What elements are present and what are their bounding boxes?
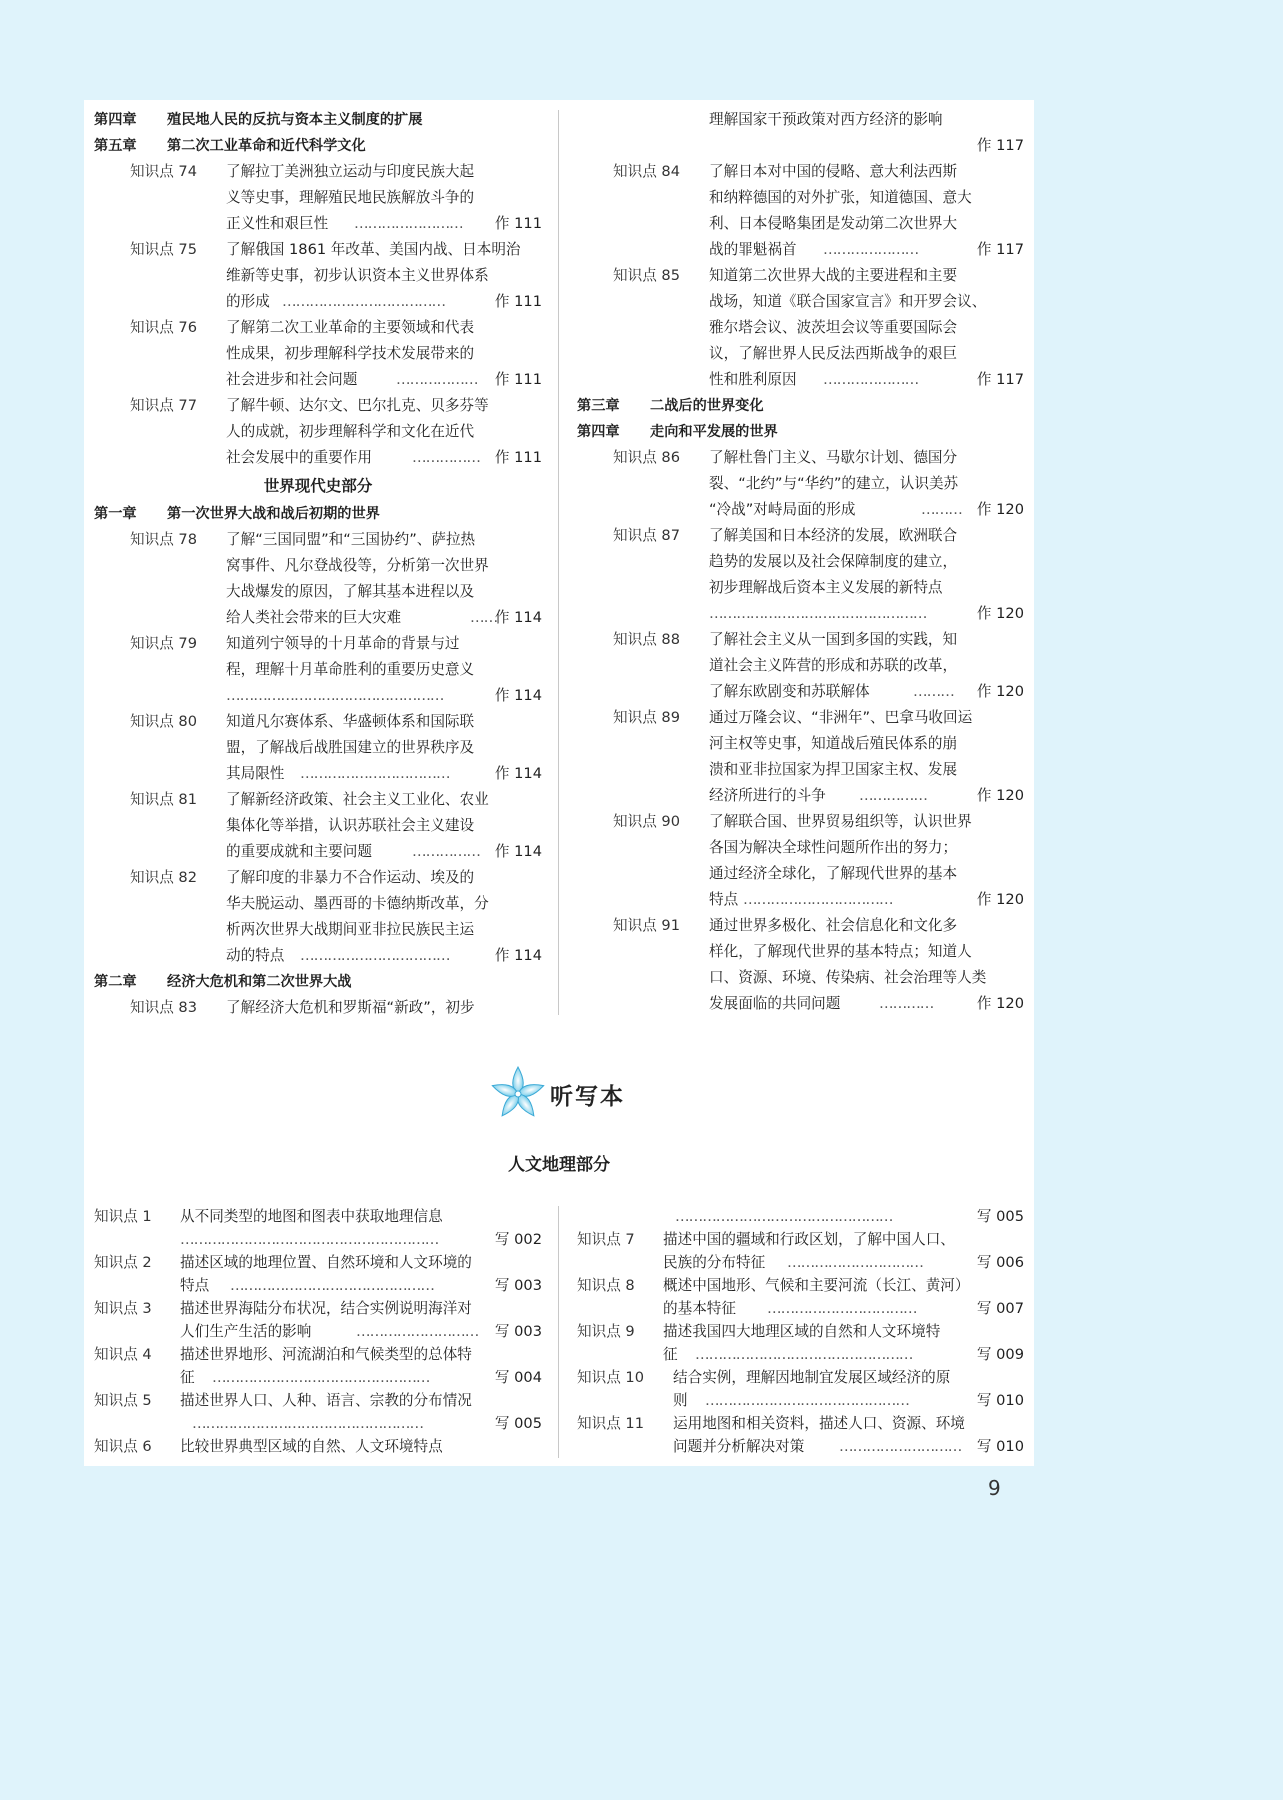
leader-dots: ………………………………………… [226, 687, 444, 704]
page-ref[interactable]: 作 114 [494, 843, 542, 860]
page-number: 9 [988, 1476, 1001, 1500]
page-ref[interactable]: 作 114 [494, 687, 542, 704]
knowledge-point-label: 知识点 91 [613, 917, 680, 934]
leader-dots: ……………………… [356, 1323, 479, 1340]
page-ref[interactable]: 作 117 [976, 241, 1024, 258]
entry-line: 运用地图和相关资料，描述人口、资源、环境 [673, 1415, 965, 1432]
entry-line: 经济所进行的斗争 [709, 787, 826, 804]
entry-line: 的基本特征 [663, 1300, 736, 1317]
page-ref[interactable]: 作 114 [494, 609, 542, 626]
page-ref[interactable]: 写 003 [494, 1323, 542, 1340]
knowledge-point-label: 知识点 83 [130, 999, 197, 1016]
leader-dots: …………………… [354, 215, 463, 232]
entry-line: 其局限性 [226, 765, 285, 782]
entry-line: 初步理解战后资本主义发展的新特点 [709, 579, 943, 596]
entry-line: 了解社会主义从一国到多国的实践，知 [709, 631, 958, 648]
entry-line: 各国为解决全球性问题所作出的努力； [709, 839, 958, 856]
knowledge-point-label: 知识点 6 [94, 1438, 152, 1455]
knowledge-point-label: 知识点 75 [130, 241, 197, 258]
dictation-left-column [94, 1205, 542, 1465]
entry-line: 了解美国和日本经济的发展，欧洲联合 [709, 527, 958, 544]
page-ref[interactable]: 写 002 [494, 1231, 542, 1248]
page-ref[interactable]: 写 009 [976, 1346, 1024, 1363]
entry-line: 趋势的发展以及社会保障制度的建立， [709, 553, 958, 570]
entry-line: 通过世界多极化、社会信息化和文化多 [709, 917, 958, 934]
chapter-heading: 第二章 经济大危机和第二次世界大战 [94, 974, 352, 990]
entry-line: 社会进步和社会问题 [226, 371, 358, 388]
chapter-heading: 第五章 第二次工业革命和近代科学文化 [94, 138, 366, 154]
toc-left-column [94, 107, 542, 1027]
knowledge-point-label: 知识点 77 [130, 397, 197, 414]
knowledge-point-label: 知识点 86 [613, 449, 680, 466]
entry-line: 征 [180, 1369, 195, 1386]
knowledge-point-label: 知识点 7 [577, 1231, 635, 1248]
page-ref[interactable]: 写 004 [494, 1369, 542, 1386]
chapter-heading: 第四章 走向和平发展的世界 [577, 424, 778, 440]
leader-dots: …… [470, 609, 498, 626]
entry-line: 描述区域的地理位置、自然环境和人文环境的 [180, 1254, 472, 1271]
page-ref[interactable]: 作 111 [494, 215, 542, 232]
leader-dots: …………………………… [767, 1300, 917, 1317]
page-ref[interactable]: 作 120 [976, 683, 1024, 700]
page-ref[interactable]: 写 006 [976, 1254, 1024, 1271]
knowledge-point-label: 知识点 2 [94, 1254, 152, 1271]
entry-line: 集体化等举措，认识苏联社会主义建设 [226, 817, 475, 834]
page-ref[interactable]: 作 111 [494, 371, 542, 388]
leader-dots: …………………………… [300, 765, 450, 782]
entry-line: 了解印度的非暴力不合作运动、埃及的 [226, 869, 475, 886]
leader-dots: …………………………………………… [192, 1415, 424, 1432]
leader-dots: …………………………… [743, 891, 893, 908]
entry-line: 了解日本对中国的侵略、意大利法西斯 [709, 163, 958, 180]
entry-line: 义等史事，理解殖民地民族解放斗争的 [226, 189, 475, 206]
entry-line: 问题并分析解决对策 [673, 1438, 805, 1455]
page-ref[interactable]: 作 114 [494, 765, 542, 782]
entry-line: 的形成 [226, 293, 270, 310]
knowledge-point-label: 知识点 4 [94, 1346, 152, 1363]
knowledge-point-label: 知识点 85 [613, 267, 680, 284]
knowledge-point-label: 知识点 81 [130, 791, 197, 808]
toc-right-column [577, 107, 1024, 1027]
entry-line: 性成果，初步理解科学技术发展带来的 [226, 345, 475, 362]
entry-line: 通过经济全球化，了解现代世界的基本 [709, 865, 958, 882]
leader-dots: ……………………………………… [230, 1277, 434, 1294]
entry-line: 正义性和艰巨性 [226, 215, 329, 232]
dictation-title: 听写本 [550, 1084, 625, 1110]
entry-line: 民族的分布特征 [663, 1254, 766, 1271]
dictation-right-column [577, 1205, 1024, 1465]
entry-line: 知道第二次世界大战的主要进程和主要 [709, 267, 958, 284]
page-ref[interactable]: 写 005 [494, 1415, 542, 1432]
entry-line: 裂、“北约”与“华约”的建立，认识美苏 [709, 475, 959, 492]
page-ref[interactable]: 写 003 [494, 1277, 542, 1294]
entry-line: 战的罪魁祸首 [709, 241, 797, 258]
knowledge-point-label: 知识点 79 [130, 635, 197, 652]
page-ref[interactable]: 作 120 [976, 605, 1024, 622]
knowledge-point-label: 知识点 88 [613, 631, 680, 648]
page-ref[interactable]: 作 111 [494, 293, 542, 310]
entry-line: 描述世界人口、人种、语言、宗教的分布情况 [180, 1392, 472, 1409]
leader-dots: …………… [412, 449, 480, 466]
entry-line: 特点 [709, 891, 739, 908]
leader-dots: ………………………………………… [695, 1346, 913, 1363]
entry-line: 性和胜利原因 [709, 371, 797, 388]
flower-icon [488, 1064, 548, 1124]
entry-line: 和纳粹德国的对外扩张，知道德国、意大 [709, 189, 972, 206]
knowledge-point-label: 知识点 90 [613, 813, 680, 830]
entry-line: 战场，知道《联合国家宣言》和开罗会议、 [709, 293, 987, 310]
entry-line: 通过万隆会议、“非洲年”、巴拿马收回运 [709, 709, 973, 726]
leader-dots: …………… [859, 787, 927, 804]
page-ref[interactable]: 作 120 [976, 891, 1024, 908]
entry-line: 议，了解世界人民反法西斯战争的艰巨 [709, 345, 958, 362]
leader-dots: ……… [913, 683, 954, 700]
entry-line: 了解杜鲁门主义、马歇尔计划、德国分 [709, 449, 958, 466]
knowledge-point-label: 知识点 74 [130, 163, 197, 180]
leader-dots: ………… [879, 995, 934, 1012]
entry-line: 维新等史事，初步认识资本主义世界体系 [226, 267, 489, 284]
leader-dots: ……… [921, 501, 962, 518]
entry-line: 理解国家干预政策对西方经济的影响 [709, 111, 943, 128]
leader-dots: ……………………… [839, 1438, 962, 1455]
leader-dots: ………………………………………………… [180, 1231, 439, 1248]
entry-line: 征 [663, 1346, 678, 1363]
entry-line: 利、日本侵略集团是发动第二次世界大 [709, 215, 958, 232]
entry-line: 给人类社会带来的巨大灾难 [226, 609, 402, 626]
entry-line: 比较世界典型区域的自然、人文环境特点 [180, 1438, 443, 1455]
knowledge-point-label: 知识点 11 [577, 1415, 644, 1432]
knowledge-point-label: 知识点 78 [130, 531, 197, 548]
knowledge-point-label: 知识点 76 [130, 319, 197, 336]
column-divider [558, 1206, 559, 1458]
entry-line: 河主权等史事，知道战后殖民体系的崩 [709, 735, 958, 752]
entry-line: 盟，了解战后战胜国建立的世界秩序及 [226, 739, 475, 756]
knowledge-point-label: 知识点 1 [94, 1208, 152, 1225]
entry-line: 程，理解十月革命胜利的重要历史意义 [226, 661, 475, 678]
entry-line: 知道列宁领导的十月革命的背景与过 [226, 635, 460, 652]
entry-line: 发展面临的共同问题 [709, 995, 841, 1012]
entry-line: 描述世界地形、河流湖泊和气候类型的总体特 [180, 1346, 472, 1363]
entry-line: 了解俄国 1861 年改革、美国内战、日本明治 [226, 241, 521, 258]
column-divider [558, 110, 559, 1015]
page-ref[interactable]: 写 010 [976, 1438, 1024, 1455]
entry-line: 了解牛顿、达尔文、巴尔扎克、贝多芬等 [226, 397, 489, 414]
leader-dots: ………………………………………… [709, 605, 927, 622]
leader-dots: …………………………… [300, 947, 450, 964]
knowledge-point-label: 知识点 9 [577, 1323, 635, 1340]
knowledge-point-label: 知识点 82 [130, 869, 197, 886]
entry-line: 大战爆发的原因，了解其基本进程以及 [226, 583, 475, 600]
entry-line: 了解拉丁美洲独立运动与印度民族大起 [226, 163, 475, 180]
leader-dots: ………………………………………… [675, 1208, 893, 1225]
knowledge-point-label: 知识点 80 [130, 713, 197, 730]
knowledge-point-label: 知识点 87 [613, 527, 680, 544]
section-title: 世界现代史部分 [263, 477, 373, 495]
entry-line: 从不同类型的地图和图表中获取地理信息 [180, 1208, 443, 1225]
entry-line: 描述我国四大地理区域的自然和人文环境特 [663, 1323, 941, 1340]
entry-line: 窝事件、凡尔登战役等，分析第一次世界 [226, 557, 489, 574]
entry-line: “冷战”对峙局面的形成 [709, 501, 856, 518]
entry-line: 人们生产生活的影响 [180, 1323, 312, 1340]
page-ref[interactable]: 写 007 [976, 1300, 1024, 1317]
entry-line: 特点 [180, 1277, 210, 1294]
entry-line: 描述中国的疆域和行政区划，了解中国人口、 [663, 1231, 955, 1248]
knowledge-point-label: 知识点 8 [577, 1277, 635, 1294]
entry-line: 道社会主义阵营的形成和苏联的改革， [709, 657, 958, 674]
page-ref[interactable]: 作 117 [976, 137, 1024, 154]
entry-line: 雅尔塔会议、波茨坦会议等重要国际会 [709, 319, 958, 336]
entry-line: 了解联合国、世界贸易组织等，认识世界 [709, 813, 972, 830]
entry-line: 了解新经济政策、社会主义工业化、农业 [226, 791, 489, 808]
section-title: 人文地理部分 [508, 1155, 610, 1175]
knowledge-point-label: 知识点 10 [577, 1369, 644, 1386]
chapter-heading: 第四章 殖民地人民的反抗与资本主义制度的扩展 [94, 112, 423, 128]
entry-line: 的重要成就和主要问题 [226, 843, 372, 860]
entry-line: 了解“三国同盟”和“三国协约”、萨拉热 [226, 531, 476, 548]
entry-line: 动的特点 [226, 947, 285, 964]
leader-dots: ………………… [823, 371, 919, 388]
entry-line: 知道凡尔赛体系、华盛顿体系和国际联 [226, 713, 475, 730]
entry-line: 了解经济大危机和罗斯福“新政”，初步 [226, 999, 475, 1016]
entry-line: 口、资源、环境、传染病、社会治理等人类 [709, 969, 987, 986]
entry-line: 结合实例，理解因地制宜发展区域经济的原 [673, 1369, 951, 1386]
entry-line: 溃和亚非拉国家为捍卫国家主权、发展 [709, 761, 958, 778]
leader-dots: ……………… [396, 371, 478, 388]
entry-line: 了解第二次工业革命的主要领域和代表 [226, 319, 475, 336]
leader-dots: …………… [412, 843, 480, 860]
entry-line: 描述世界海陆分布状况，结合实例说明海洋对 [180, 1300, 472, 1317]
entry-line: 则 [673, 1392, 688, 1409]
entry-line: 样化，了解现代世界的基本特点；知道人 [709, 943, 972, 960]
entry-line: 华夫脱运动、墨西哥的卡德纳斯改革，分 [226, 895, 489, 912]
chapter-heading: 第一章 第一次世界大战和战后初期的世界 [94, 506, 380, 522]
page-ref[interactable]: 写 005 [976, 1208, 1024, 1225]
entry-line: 了解东欧剧变和苏联解体 [709, 683, 870, 700]
entry-line: 人的成就，初步理解科学和文化在近代 [226, 423, 475, 440]
leader-dots: ………………………… [787, 1254, 923, 1271]
entry-line: 析两次世界大战期间亚非拉民族民主运 [226, 921, 475, 938]
entry-line: 概述中国地形、气候和主要河流（长江、黄河） [663, 1277, 970, 1294]
knowledge-point-label: 知识点 84 [613, 163, 680, 180]
leader-dots: ……………………………… [282, 293, 446, 310]
knowledge-point-label: 知识点 5 [94, 1392, 152, 1409]
page-ref[interactable]: 作 120 [976, 501, 1024, 518]
knowledge-point-label: 知识点 89 [613, 709, 680, 726]
page-ref[interactable]: 写 010 [976, 1392, 1024, 1409]
page-ref[interactable]: 作 117 [976, 371, 1024, 388]
page-ref[interactable]: 作 114 [494, 947, 542, 964]
page-ref[interactable]: 作 120 [976, 995, 1024, 1012]
entry-line: 社会发展中的重要作用 [226, 449, 372, 466]
page-ref[interactable]: 作 111 [494, 449, 542, 466]
knowledge-point-label: 知识点 3 [94, 1300, 152, 1317]
leader-dots: ………………… [823, 241, 919, 258]
chapter-heading: 第三章 二战后的世界变化 [577, 398, 764, 414]
leader-dots: ………………………………………… [212, 1369, 430, 1386]
leader-dots: ……………………………………… [705, 1392, 909, 1409]
page-ref[interactable]: 作 120 [976, 787, 1024, 804]
